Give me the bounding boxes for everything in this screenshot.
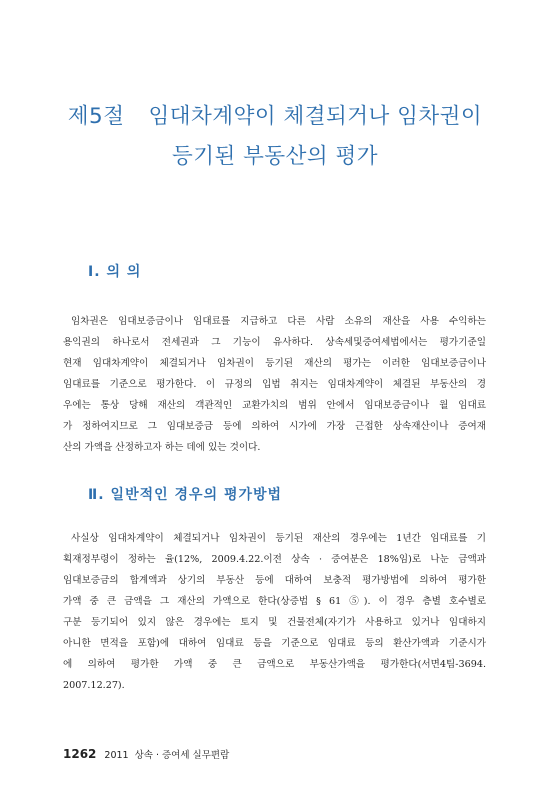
chapter-title-line-1 (0, 97, 550, 137)
section-heading-meaning (88, 261, 141, 281)
paragraph-line: 임대료를 기준으로 평가한다. 이 규정의 입법 취지는 임대차계약이 체결된 부동산의 경 (63, 379, 486, 390)
paragraph-general-method (63, 528, 486, 696)
section-heading-general-method (88, 484, 282, 504)
paragraph-line: 산의 가액을 산정하고자 하는 데에 있는 것이다. (63, 442, 261, 453)
footer-book-title: 상속 · 증여세 실무편람 (134, 750, 230, 761)
chapter-number: 제5절 (67, 104, 125, 129)
section-roman-numeral: Ⅱ. (88, 487, 105, 503)
paragraph-line: 현재 임대차계약이 체결되거나 임차권이 등기된 재산의 평가는 이러한 임대보증금이나 (63, 358, 486, 369)
paragraph-line: 획재정부령이 정하는 율(12%, 2009.4.22.이전 상속 · 증여분은 18%임)로 나눈 금액과 (63, 554, 486, 565)
chapter-title-line-2: 등기된 부동산의 평가 (171, 144, 379, 169)
paragraph-line: 임차권은 임대보증금이나 임대료를 지급하고 다른 사람 소유의 재산을 사용 수익하는 (71, 316, 486, 327)
paragraph-line: 구분 등기되어 있지 않은 경우에는 토지 및 건물전체(자기가 사용하고 있거나 임대하지 (63, 617, 486, 628)
footer-year: 2011 (104, 750, 129, 761)
page-footer (63, 743, 229, 762)
section-heading-text: 의 의 (106, 264, 142, 280)
paragraph-meaning (63, 311, 486, 458)
paragraph-line: 에 의하여 평가한 가액 중 큰 금액으로 부동산가액을 평가한다(서면4팀-3694. (63, 659, 486, 670)
paragraph-line: 가액 중 큰 금액을 그 재산의 가액으로 한다(상증법 § 61 ⑤). 이 경우 층별 호수별로 (63, 596, 486, 607)
paragraph-line: 사실상 임대차계약이 체결되거나 임차권이 등기된 재산의 경우에는 1년간 임대료를 기 (71, 533, 486, 544)
section-roman-numeral: Ⅰ. (88, 264, 101, 280)
section-heading-text: 일반적인 경우의 평가방법 (110, 487, 283, 503)
page-number: 1262 (63, 747, 97, 761)
chapter-title-text-1: 임대차계약이 체결되거나 임차권이 (148, 104, 483, 129)
paragraph-line: 우에는 통상 당해 재산의 객관적인 교환가치의 범위 안에서 임대보증금이나 월 임대료 (63, 400, 487, 411)
paragraph-line: 임대보증금의 합계액과 상기의 부동산 등에 대하여 보충적 평가방법에 의하여 평가한 (63, 575, 486, 586)
paragraph-line: 아니한 면적을 포함)에 대하여 임대료 등을 기준으로 임대료 등의 환산가액과 기준시가 (63, 638, 486, 649)
chapter-title (0, 97, 550, 177)
paragraph-line: 용익권의 하나로서 전세권과 그 기능이 유사하다. 상속세및증여세법에서는 평가기준일 (63, 337, 486, 348)
paragraph-line: 2007.12.27). (63, 680, 125, 691)
paragraph-line: 가 정하여지므로 그 임대보증금 등에 의하여 시가에 가장 근접한 상속재산이나 증여재 (63, 421, 487, 432)
